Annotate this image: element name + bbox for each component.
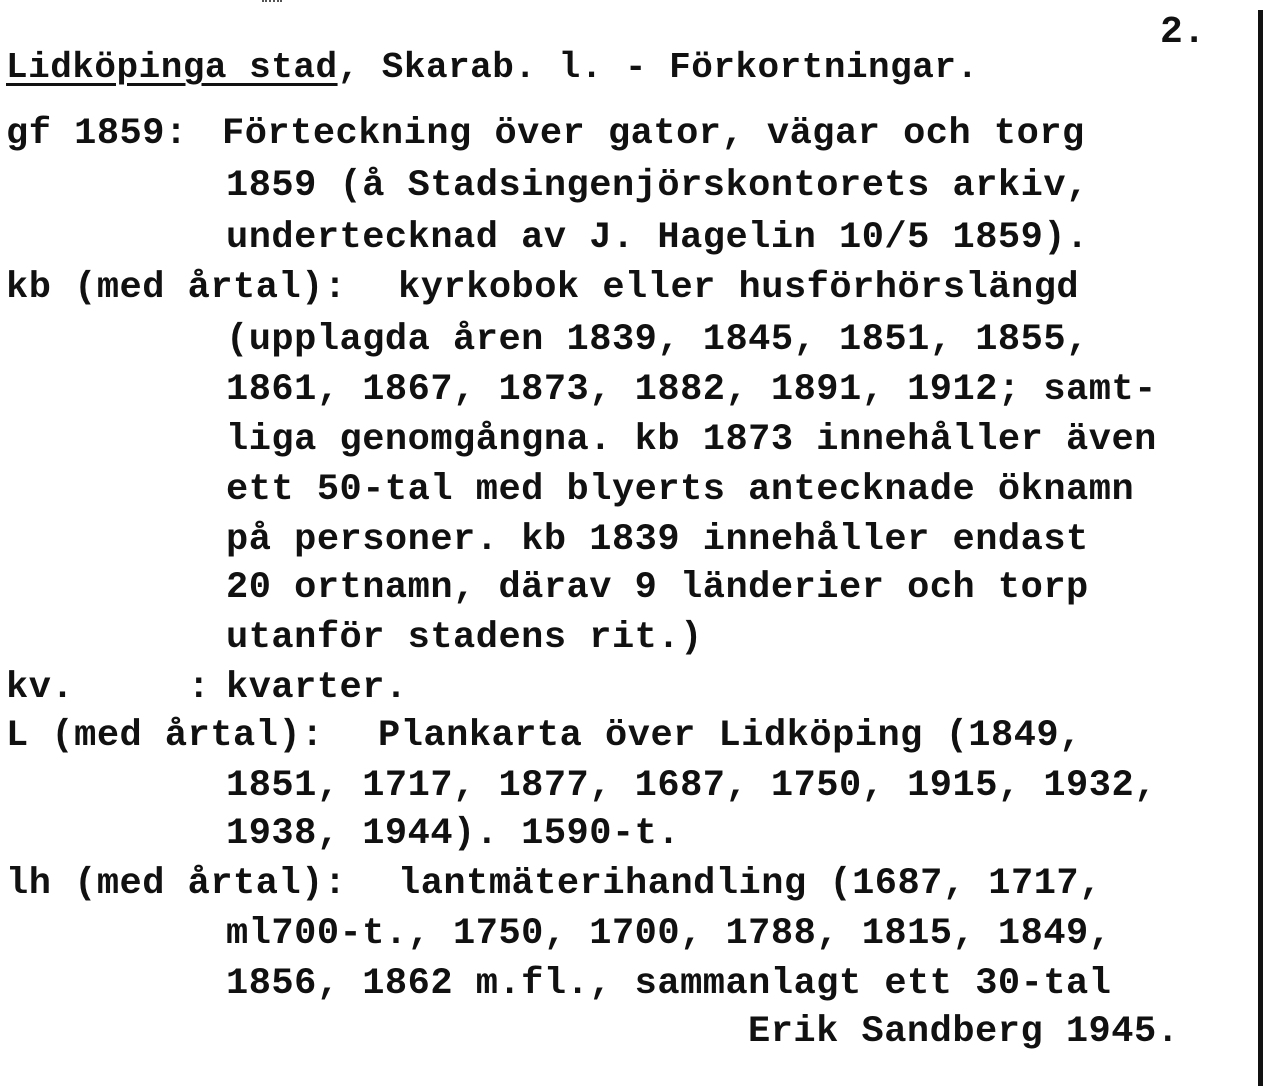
entry-line: undertecknad av J. Hagelin 10/5 1859). [226, 217, 1089, 259]
entry-line: 1856, 1862 m.fl., sammanlagt ett 30-tal [226, 963, 1112, 1005]
author-signature: Erik Sandberg 1945. [748, 1011, 1180, 1053]
entry-term-lh: lh (med årtal): [6, 863, 347, 905]
entry-line: ett 50-tal med blyerts antecknade öknamn [226, 469, 1135, 511]
entry-line: Förteckning över gator, vägar och torg [222, 113, 1085, 155]
entry-term-l: L (med årtal): [6, 715, 324, 757]
entry-line: (upplagda åren 1839, 1845, 1851, 1855, [226, 319, 1089, 361]
entry-line: liga genomgångna. kb 1873 innehåller även [226, 419, 1157, 461]
entry-line: 1861, 1867, 1873, 1882, 1891, 1912; samt- [226, 369, 1157, 411]
card-header [6, 44, 979, 92]
page-number: 2. [1160, 11, 1206, 54]
entry-line: 20 ortnamn, därav 9 länderier och torp [226, 567, 1089, 609]
entry-line: lantmäterihandling (1687, 1717, [398, 863, 1102, 905]
card-right-border [1258, 10, 1263, 1086]
header-place: Lidköpinga stad [6, 47, 338, 88]
entry-term-gf: gf 1859: [6, 113, 188, 155]
entry-line: kvarter. [226, 667, 408, 709]
entry-line: Plankarta över Lidköping (1849, [378, 715, 1082, 757]
entry-line: 1859 (å Stadsingenjörskontorets arkiv, [226, 165, 1089, 207]
entry-line: ml700-t., 1750, 1700, 1788, 1815, 1849, [226, 913, 1112, 955]
entry-line: utanför stadens rit.) [226, 617, 703, 659]
entry-term-kb: kb (med årtal): [6, 267, 347, 309]
header-title: , Skarab. l. - Förkortningar. [337, 47, 979, 88]
entry-line: 1938, 1944). 1590-t. [226, 813, 681, 855]
top-mark [262, 0, 282, 5]
entry-line: kyrkobok eller husförhörslängd [398, 267, 1080, 309]
entry-line: på personer. kb 1839 innehåller endast [226, 519, 1089, 561]
entry-line: 1851, 1717, 1877, 1687, 1750, 1915, 1932, [226, 765, 1157, 807]
entry-term-kv: kv. : [6, 667, 211, 709]
